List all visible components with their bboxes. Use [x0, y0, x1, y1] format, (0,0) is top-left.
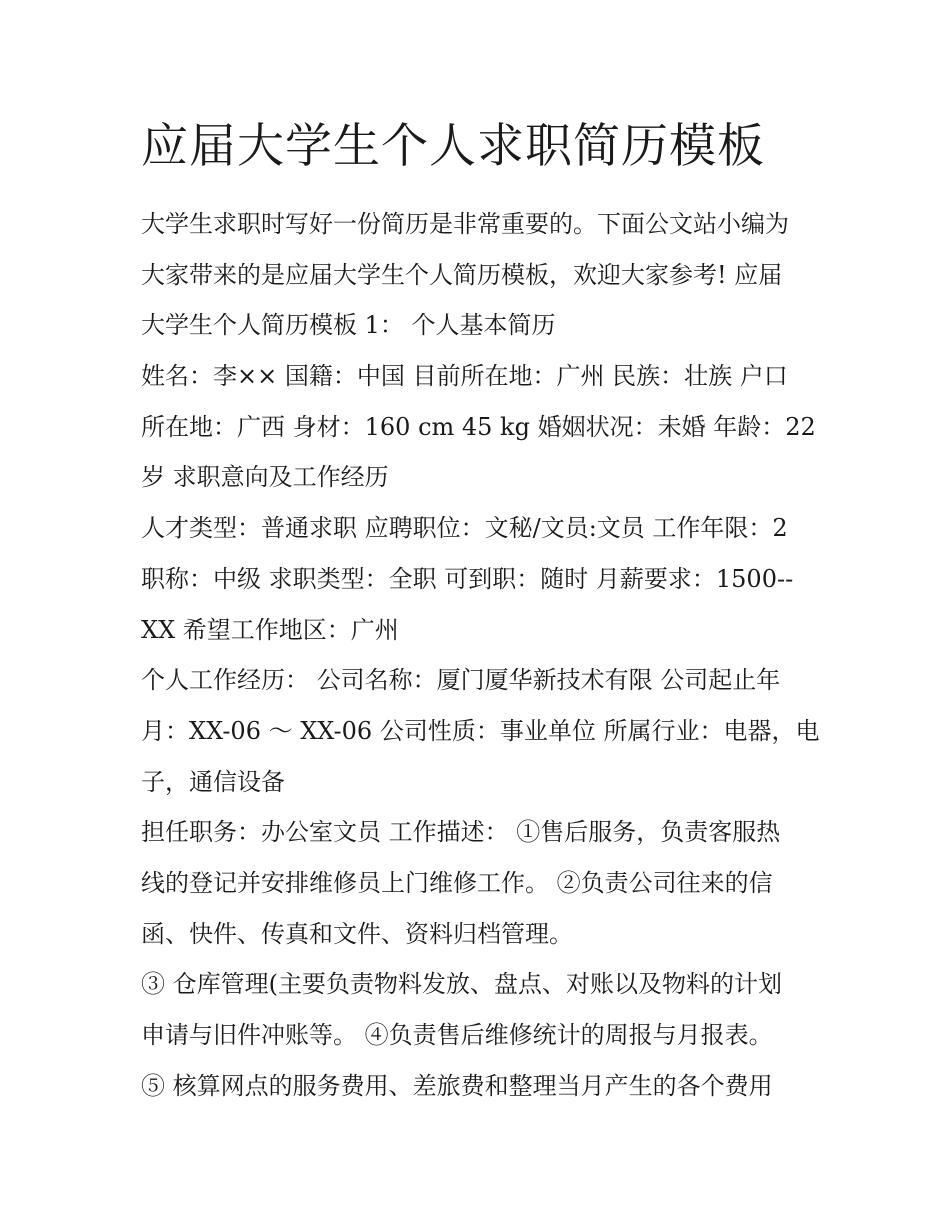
text-line: 大学生个人简历模板 1： 个人基本简历	[141, 311, 556, 340]
document-title: 应届大学生个人求职简历模板	[141, 119, 765, 174]
text-line: 担任职务：办公室文员 工作描述： ①售后服务，负责客服热	[141, 818, 781, 847]
text-line: 线的登记并安排维修员上门维修工作。 ②负责公司往来的信	[141, 868, 773, 897]
text-line: 大家带来的是应届大学生个人简历模板，欢迎大家参考! 应届	[141, 260, 783, 289]
text-line: 子，通信设备	[141, 767, 285, 796]
text-line: 所在地：广西 身材：160 cm 45 kg 婚姻状况：未婚 年龄：22	[141, 412, 816, 441]
document-body	[141, 199, 821, 1111]
text-line: 函、快件、传真和文件、资料归档管理。	[141, 919, 573, 948]
paragraph-intro	[141, 199, 821, 351]
text-line: 月：XX-06 ～ XX-06 公司性质：事业单位 所属行业：电器，电	[141, 716, 820, 745]
text-line: 姓名：李×× 国籍：中国 目前所在地：广州 民族：壮族 户口	[141, 362, 788, 391]
paragraph-work-history	[141, 655, 821, 807]
text-line: ⑤ 核算网点的服务费用、差旅费和整理当月产生的各个费用	[141, 1071, 773, 1100]
paragraph-basic-info	[141, 351, 821, 503]
paragraph-duties	[141, 807, 821, 959]
text-line: 申请与旧件冲账等。 ④负责售后维修统计的周报与月报表。	[141, 1021, 773, 1049]
text-line: 大学生求职时写好一份简历是非常重要的。下面公文站小编为	[141, 210, 789, 238]
paragraph-job-intent	[141, 503, 821, 655]
paragraph-accounting	[141, 1061, 821, 1112]
text-line: 职称：中级 求职类型：全职 可到职：随时 月薪要求：1500--	[141, 564, 794, 593]
text-line: XX 希望工作地区：广州	[141, 615, 399, 644]
text-line: 个人工作经历： 公司名称：厦门厦华新技术有限 公司起止年	[141, 666, 781, 695]
text-line: ③ 仓库管理(主要负责物料发放、盘点、对账以及物料的计划	[141, 970, 782, 999]
text-line: 岁 求职意向及工作经历	[141, 463, 389, 492]
paragraph-warehouse	[141, 959, 821, 1060]
text-line: 人才类型：普通求职 应聘职位：文秘/文员:文员 工作年限：2	[141, 514, 788, 543]
